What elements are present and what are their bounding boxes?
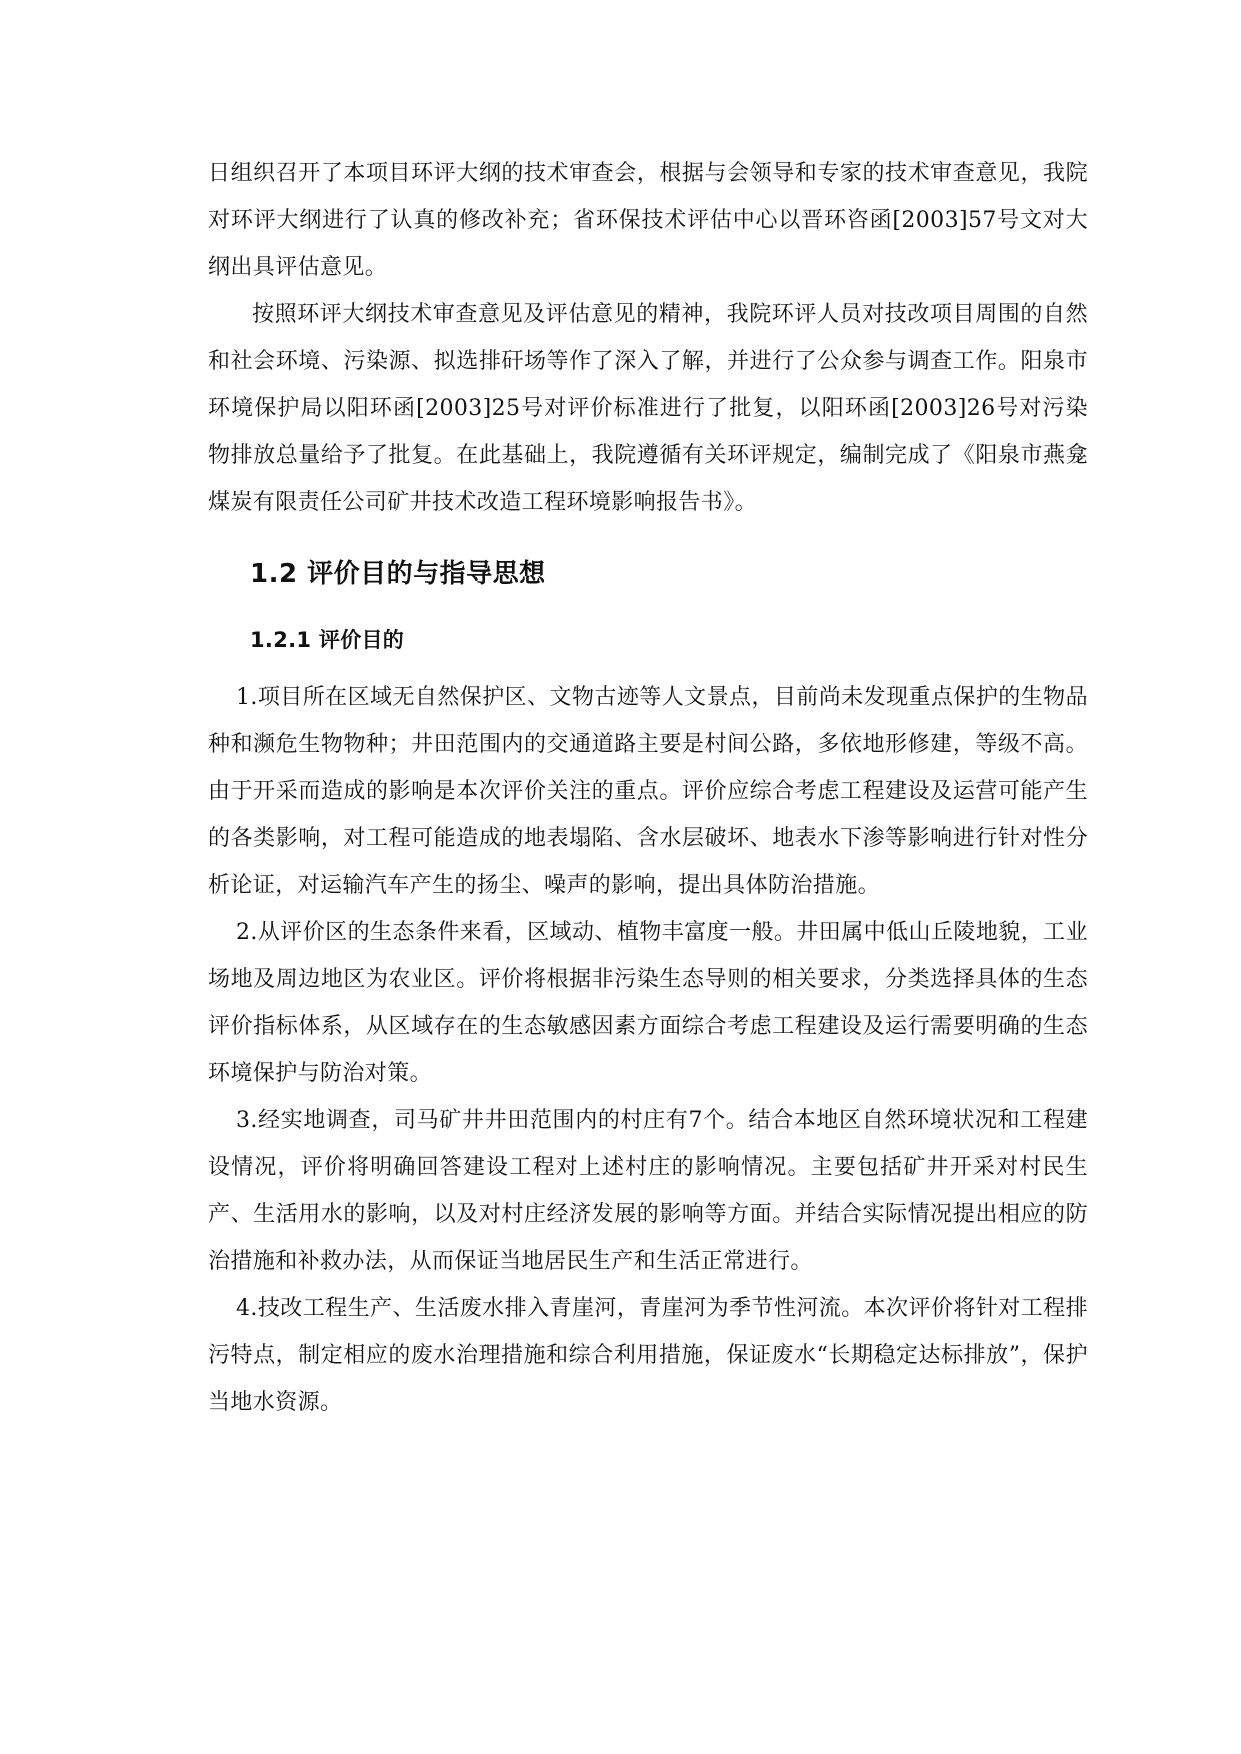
list-item: 3.经实地调查，司马矿井井田范围内的村庄有7个。结合本地区自然环境状况和工程建设情况，评价将明确回答建设工程对上述村庄的影响情况。主要包括矿井开采对村民生产、生活用水的影响，以及对村庄经济发展的影响等方面。并结合实际情况提出相应的防治措施和补救办法，从而保证当地居民生产和生活正常进行。 [208,1108,1088,1274]
list-item: 2.从评价区的生态条件来看，区域动、植物丰富度一般。井田属中低山丘陵地貌，工业场地及周边地区为农业区。评价将根据非污染生态导则的相关要求，分类选择具体的生态评价指标体系，从区域存在的生态敏感因素方面综合考虑工程建设及运行需要明确的生态环境保护与防治对策。 [208,920,1088,1086]
subsection-heading: 1.2.1 评价目的 [250,628,405,652]
page-content [208,150,1088,1426]
list-item: 1.项目所在区域无自然保护区、文物古迹等人文景点，目前尚未发现重点保护的生物品种和濒危生物物种；井田范围内的交通道路主要是村间公路，多依地形修建，等级不高。由于开采而造成的影响是本次评价关注的重点。评价应综合考虑工程建设及运营可能产生的各类影响，对工程可能造成的地表塌陷、含水层破坏、地表水下渗等影响进行针对性分析论证，对运输汽车产生的扬尘、噪声的影响，提出具体防治措施。 [208,685,1088,898]
list-item: 4.技改工程生产、生活废水排入青崖河，青崖河为季节性河流。本次评价将针对工程排污特点，制定相应的废水治理措施和综合利用措施，保证废水“长期稳定达标排放”，保护当地水资源。 [208,1296,1088,1415]
section-heading: 1.2 评价目的与指导思想 [250,559,546,589]
body-paragraph-continued: 日组织召开了本项目环评大纲的技术审查会，根据与会领导和专家的技术审查意见，我院对环评大纲进行了认真的修改补充；省环保技术评估中心以晋环咨函[2003]57号文对大纲出具评估意见。 [208,161,1088,280]
body-paragraph: 按照环评大纲技术审查意见及评估意见的精神，我院环评人员对技改项目周围的自然和社会环境、污染源、拟选排矸场等作了深入了解，并进行了公众参与调查工作。阳泉市环境保护局以阳环函[2003]25号对评价标准进行了批复，以阳环函[2003]26号对污染物排放总量给予了批复。在此基础上，我院遵循有关环评规定，编制完成了《阳泉市燕龛煤炭有限责任公司矿井技术改造工程环境影响报告书》。 [208,302,1088,515]
